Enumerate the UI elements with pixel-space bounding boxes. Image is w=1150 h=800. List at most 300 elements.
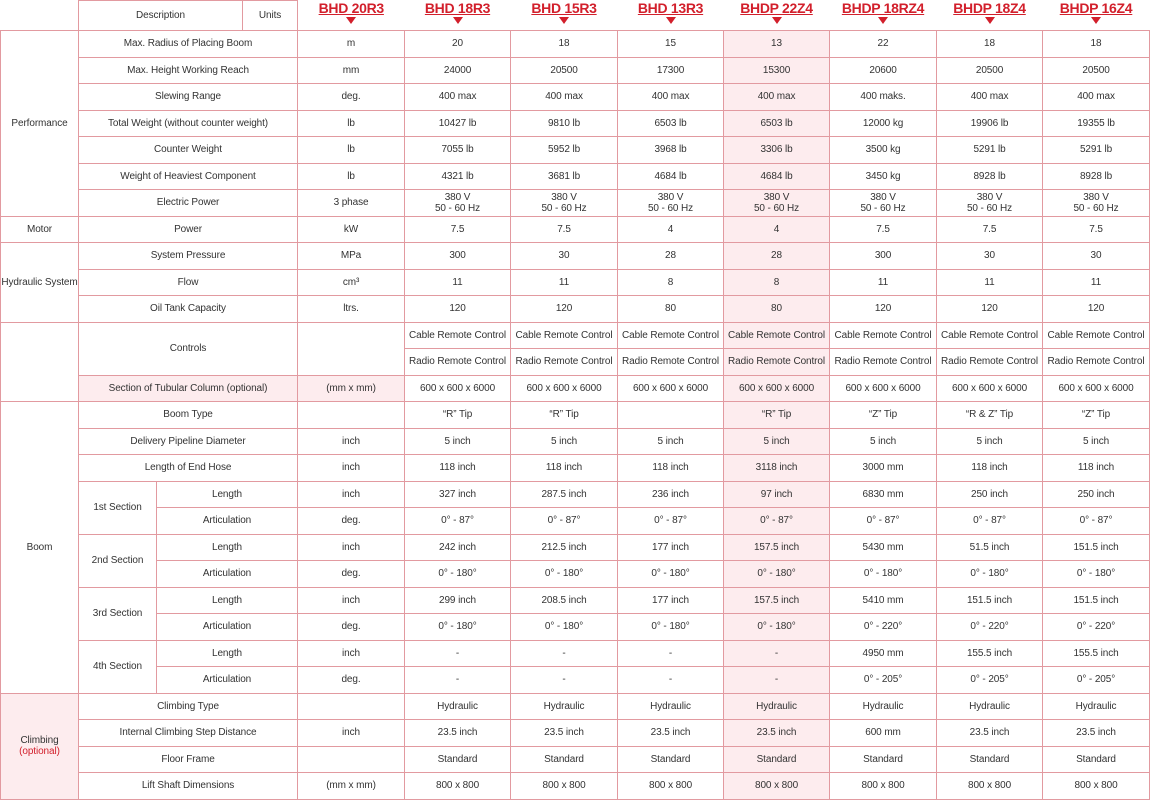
- group-climbing-label: Climbing: [20, 735, 59, 746]
- value-cell: 118 inch: [937, 455, 1043, 482]
- value-cell: 7055 lb: [405, 137, 511, 164]
- value-cell: 250 inch: [1043, 481, 1150, 508]
- value-cell: Cable Remote Control: [724, 322, 830, 349]
- value-cell: 20500: [937, 57, 1043, 84]
- value-cell: Hydraulic: [724, 693, 830, 720]
- unit-cell: deg.: [298, 508, 405, 535]
- value-cell: Cable Remote Control: [1043, 322, 1150, 349]
- model-name: BHD 20R3: [318, 0, 384, 16]
- value-cell: 0° - 180°: [724, 561, 830, 588]
- value-cell: 0° - 180°: [830, 561, 937, 588]
- table-row: [1, 534, 1150, 561]
- value-cell: 20600: [830, 57, 937, 84]
- value-cell: 236 inch: [618, 481, 724, 508]
- row-label: Lift Shaft Dimensions: [79, 773, 298, 800]
- subsection-s1: 1st Section: [79, 481, 157, 534]
- value-cell: 5 inch: [618, 428, 724, 455]
- value-cell: Standard: [405, 746, 511, 773]
- group-motor: Motor: [1, 216, 79, 243]
- table-row: [1, 1, 1150, 31]
- value-cell: 5 inch: [830, 428, 937, 455]
- value-cell: 18: [1043, 31, 1150, 58]
- value-cell: -: [405, 667, 511, 694]
- frequency: 50 - 60 Hz: [434, 202, 481, 214]
- value-cell: 800 x 800: [830, 773, 937, 800]
- value-cell: -: [724, 667, 830, 694]
- value-cell: 20500: [511, 57, 618, 84]
- value-cell: 0° - 180°: [618, 614, 724, 641]
- subsection-s2: 2nd Section: [79, 534, 157, 587]
- table-row: [1, 640, 1150, 667]
- row-label: Power: [79, 216, 298, 243]
- row-label: Length of End Hose: [79, 455, 298, 482]
- unit-cell: inch: [298, 720, 405, 747]
- value-cell: 400 max: [1043, 84, 1150, 111]
- group-blank: [1, 322, 79, 402]
- value-cell: 5291 lb: [1043, 137, 1150, 164]
- value-cell: 22: [830, 31, 937, 58]
- row-label: Articulation: [157, 667, 298, 694]
- subsection-s3: 3rd Section: [79, 587, 157, 640]
- model-header-7: [1043, 1, 1150, 31]
- value-cell: 5 inch: [937, 428, 1043, 455]
- value-cell: 4684 lb: [724, 163, 830, 190]
- value-cell: 287.5 inch: [511, 481, 618, 508]
- value-cell: 0° - 180°: [618, 561, 724, 588]
- table-row: [1, 269, 1150, 296]
- value-cell: “R” Tip: [511, 402, 618, 429]
- value-cell: [618, 402, 724, 429]
- model-name: BHDP 18RZ4: [841, 0, 925, 16]
- table-row: [1, 693, 1150, 720]
- value-cell: 600 x 600 x 6000: [830, 375, 937, 402]
- value-cell: 3968 lb: [618, 137, 724, 164]
- model-header-3: [618, 1, 724, 31]
- row-label: Max. Radius of Placing Boom: [79, 31, 298, 58]
- value-cell: 177 inch: [618, 587, 724, 614]
- value-cell: 7.5: [1043, 216, 1150, 243]
- voltage: 380 V: [763, 191, 790, 203]
- value-cell: 600 x 600 x 6000: [618, 375, 724, 402]
- unit-cell: lb: [298, 163, 405, 190]
- value-cell: 80: [618, 296, 724, 323]
- model-header-5: [830, 1, 937, 31]
- value-cell: 10427 lb: [405, 110, 511, 137]
- model-name: BHD 18R3: [424, 0, 491, 16]
- table-row: [1, 57, 1150, 84]
- value-cell: -: [405, 640, 511, 667]
- value-cell: Cable Remote Control: [830, 322, 937, 349]
- frequency: 50 - 60 Hz: [541, 202, 587, 214]
- value-cell: [830, 190, 937, 217]
- value-cell: 20500: [1043, 57, 1150, 84]
- value-cell: 23.5 inch: [511, 720, 618, 747]
- value-cell: [511, 190, 618, 217]
- value-cell: 157.5 inch: [724, 534, 830, 561]
- value-cell: 4: [618, 216, 724, 243]
- frequency: 50 - 60 Hz: [753, 202, 800, 214]
- value-cell: Standard: [830, 746, 937, 773]
- value-cell: 242 inch: [405, 534, 511, 561]
- row-label: Length: [157, 587, 298, 614]
- table-row: [1, 84, 1150, 111]
- value-cell: 300: [830, 243, 937, 270]
- value-cell: 120: [1043, 296, 1150, 323]
- value-cell: 0° - 180°: [511, 614, 618, 641]
- value-cell: 23.5 inch: [618, 720, 724, 747]
- value-cell: [405, 190, 511, 217]
- value-cell: 800 x 800: [1043, 773, 1150, 800]
- value-cell: 18: [937, 31, 1043, 58]
- model-header-0: [298, 1, 405, 31]
- value-cell: 600 x 600 x 6000: [937, 375, 1043, 402]
- value-cell: 11: [1043, 269, 1150, 296]
- value-cell: 8928 lb: [1043, 163, 1150, 190]
- unit-cell: [298, 402, 405, 429]
- model-header-1: [405, 1, 511, 31]
- unit-cell: inch: [298, 587, 405, 614]
- value-cell: 120: [937, 296, 1043, 323]
- value-cell: -: [618, 640, 724, 667]
- value-cell: 157.5 inch: [724, 587, 830, 614]
- value-cell: 151.5 inch: [937, 587, 1043, 614]
- header-blank: [1, 1, 79, 31]
- value-cell: 28: [618, 243, 724, 270]
- value-cell: 327 inch: [405, 481, 511, 508]
- table-row: [1, 31, 1150, 58]
- value-cell: 151.5 inch: [1043, 534, 1150, 561]
- model-name: BHDP 16Z4: [1059, 0, 1133, 16]
- value-cell: Hydraulic: [511, 693, 618, 720]
- value-cell: 0° - 87°: [724, 508, 830, 535]
- frequency: 50 - 60 Hz: [860, 202, 906, 214]
- value-cell: 5291 lb: [937, 137, 1043, 164]
- value-cell: 24000: [405, 57, 511, 84]
- model-header-2: [511, 1, 618, 31]
- value-cell: 400 maks.: [830, 84, 937, 111]
- value-cell: Standard: [937, 746, 1043, 773]
- subsection-s4: 4th Section: [79, 640, 157, 693]
- value-cell: 0° - 220°: [937, 614, 1043, 641]
- value-cell: 0° - 87°: [618, 508, 724, 535]
- value-cell: 600 x 600 x 6000: [511, 375, 618, 402]
- table-row: [1, 561, 1150, 588]
- value-cell: -: [511, 667, 618, 694]
- frequency: 50 - 60 Hz: [647, 202, 694, 214]
- value-cell: 11: [511, 269, 618, 296]
- value-cell: 400 max: [511, 84, 618, 111]
- value-cell: Radio Remote Control: [1043, 349, 1150, 376]
- table-row: [1, 508, 1150, 535]
- value-cell: 0° - 180°: [1043, 561, 1150, 588]
- table-row: [1, 455, 1150, 482]
- group-boom: Boom: [1, 402, 79, 694]
- model-name: BHDP 22Z4: [740, 0, 813, 16]
- value-cell: [937, 190, 1043, 217]
- value-cell: 5952 lb: [511, 137, 618, 164]
- value-cell: 20: [405, 31, 511, 58]
- value-cell: 23.5 inch: [724, 720, 830, 747]
- value-cell: 400 max: [724, 84, 830, 111]
- value-cell: 5 inch: [405, 428, 511, 455]
- model-name: BHDP 18Z4: [953, 0, 1026, 16]
- value-cell: 11: [937, 269, 1043, 296]
- value-cell: 8: [724, 269, 830, 296]
- value-cell: 212.5 inch: [511, 534, 618, 561]
- table-row: [1, 428, 1150, 455]
- unit-cell: kW: [298, 216, 405, 243]
- table-row: [1, 402, 1150, 429]
- table-row: [1, 163, 1150, 190]
- value-cell: 23.5 inch: [405, 720, 511, 747]
- row-label: Electric Power: [79, 190, 298, 217]
- value-cell: “R” Tip: [724, 402, 830, 429]
- value-cell: Hydraulic: [618, 693, 724, 720]
- row-label: Delivery Pipeline Diameter: [79, 428, 298, 455]
- value-cell: 120: [511, 296, 618, 323]
- value-cell: 208.5 inch: [511, 587, 618, 614]
- value-cell: 6503 lb: [724, 110, 830, 137]
- table-row: [1, 746, 1150, 773]
- value-cell: 4950 mm: [830, 640, 937, 667]
- value-cell: 3500 kg: [830, 137, 937, 164]
- row-label: System Pressure: [79, 243, 298, 270]
- down-arrow-icon: [559, 17, 569, 24]
- row-label: Articulation: [157, 561, 298, 588]
- value-cell: 299 inch: [405, 587, 511, 614]
- value-cell: 118 inch: [618, 455, 724, 482]
- value-cell: 11: [405, 269, 511, 296]
- value-cell: 15300: [724, 57, 830, 84]
- value-cell: Cable Remote Control: [937, 322, 1043, 349]
- value-cell: Standard: [724, 746, 830, 773]
- down-arrow-icon: [453, 17, 463, 24]
- value-cell: [1043, 190, 1150, 217]
- value-cell: Radio Remote Control: [511, 349, 618, 376]
- value-cell: 600 x 600 x 6000: [1043, 375, 1150, 402]
- unit-cell: inch: [298, 534, 405, 561]
- frequency: 50 - 60 Hz: [1073, 202, 1119, 214]
- value-cell: 12000 kg: [830, 110, 937, 137]
- value-cell: 18: [511, 31, 618, 58]
- table-row: [1, 110, 1150, 137]
- value-cell: 3681 lb: [511, 163, 618, 190]
- row-label: Articulation: [157, 508, 298, 535]
- unit-cell: mm: [298, 57, 405, 84]
- table-row: [1, 773, 1150, 800]
- value-cell: “Z” Tip: [830, 402, 937, 429]
- voltage: 380 V: [870, 191, 896, 203]
- value-cell: -: [724, 640, 830, 667]
- value-cell: Standard: [1043, 746, 1150, 773]
- value-cell: 7.5: [937, 216, 1043, 243]
- row-label: Counter Weight: [79, 137, 298, 164]
- value-cell: 0° - 180°: [405, 561, 511, 588]
- table-row: [1, 322, 1150, 349]
- row-label: Floor Frame: [79, 746, 298, 773]
- value-cell: 8928 lb: [937, 163, 1043, 190]
- value-cell: 8: [618, 269, 724, 296]
- value-cell: 19355 lb: [1043, 110, 1150, 137]
- value-cell: 9810 lb: [511, 110, 618, 137]
- unit-cell: lb: [298, 137, 405, 164]
- value-cell: Cable Remote Control: [511, 322, 618, 349]
- value-cell: 7.5: [830, 216, 937, 243]
- table-row: [1, 243, 1150, 270]
- value-cell: 0° - 220°: [830, 614, 937, 641]
- table-row: [1, 190, 1150, 217]
- value-cell: Standard: [511, 746, 618, 773]
- value-cell: 0° - 180°: [511, 561, 618, 588]
- value-cell: 15: [618, 31, 724, 58]
- value-cell: 30: [1043, 243, 1150, 270]
- value-cell: 23.5 inch: [1043, 720, 1150, 747]
- value-cell: 5 inch: [1043, 428, 1150, 455]
- value-cell: 4321 lb: [405, 163, 511, 190]
- down-arrow-icon: [985, 17, 995, 24]
- value-cell: 4: [724, 216, 830, 243]
- value-cell: 0° - 220°: [1043, 614, 1150, 641]
- voltage: 380 V: [444, 191, 471, 203]
- row-label: Articulation: [157, 614, 298, 641]
- value-cell: 400 max: [618, 84, 724, 111]
- value-cell: 118 inch: [1043, 455, 1150, 482]
- group-climbing: [1, 693, 79, 799]
- value-cell: 0° - 180°: [937, 561, 1043, 588]
- header-description: Description: [79, 1, 243, 31]
- value-cell: 6503 lb: [618, 110, 724, 137]
- value-cell: 7.5: [405, 216, 511, 243]
- value-cell: 28: [724, 243, 830, 270]
- value-cell: Radio Remote Control: [724, 349, 830, 376]
- row-label: Controls: [79, 322, 298, 375]
- row-label: Oil Tank Capacity: [79, 296, 298, 323]
- value-cell: [724, 190, 830, 217]
- value-cell: 3000 mm: [830, 455, 937, 482]
- value-cell: 400 max: [937, 84, 1043, 111]
- row-label: Boom Type: [79, 402, 298, 429]
- header-units: Units: [243, 1, 298, 31]
- value-cell: 51.5 inch: [937, 534, 1043, 561]
- value-cell: 800 x 800: [618, 773, 724, 800]
- model-name: BHD 15R3: [531, 0, 597, 16]
- row-label: Section of Tubular Column (optional): [79, 375, 298, 402]
- value-cell: Radio Remote Control: [618, 349, 724, 376]
- value-cell: 0° - 205°: [1043, 667, 1150, 694]
- table-row: [1, 481, 1150, 508]
- value-cell: 0° - 87°: [1043, 508, 1150, 535]
- value-cell: 5410 mm: [830, 587, 937, 614]
- value-cell: “R & Z” Tip: [937, 402, 1043, 429]
- table-row: [1, 667, 1150, 694]
- value-cell: “R” Tip: [405, 402, 511, 429]
- unit-cell: inch: [298, 640, 405, 667]
- value-cell: Hydraulic: [937, 693, 1043, 720]
- value-cell: Radio Remote Control: [937, 349, 1043, 376]
- voltage: 380 V: [1083, 191, 1109, 203]
- down-arrow-icon: [346, 17, 356, 24]
- row-label: Internal Climbing Step Distance: [79, 720, 298, 747]
- value-cell: 3450 kg: [830, 163, 937, 190]
- value-cell: 151.5 inch: [1043, 587, 1150, 614]
- value-cell: 0° - 205°: [830, 667, 937, 694]
- value-cell: 155.5 inch: [937, 640, 1043, 667]
- value-cell: Hydraulic: [1043, 693, 1150, 720]
- row-label: Length: [157, 534, 298, 561]
- row-label: Total Weight (without counter weight): [79, 110, 298, 137]
- value-cell: 7.5: [511, 216, 618, 243]
- row-label: Max. Height Working Reach: [79, 57, 298, 84]
- value-cell: 13: [724, 31, 830, 58]
- down-arrow-icon: [878, 17, 888, 24]
- value-cell: Radio Remote Control: [830, 349, 937, 376]
- value-cell: 155.5 inch: [1043, 640, 1150, 667]
- unit-cell: cm³: [298, 269, 405, 296]
- row-label: Weight of Heaviest Component: [79, 163, 298, 190]
- unit-cell: 3 phase: [298, 190, 405, 217]
- value-cell: 0° - 180°: [405, 614, 511, 641]
- unit-cell: inch: [298, 428, 405, 455]
- value-cell: 11: [830, 269, 937, 296]
- group-performance: Performance: [1, 31, 79, 217]
- unit-cell: deg.: [298, 614, 405, 641]
- value-cell: 177 inch: [618, 534, 724, 561]
- value-cell: 4684 lb: [618, 163, 724, 190]
- value-cell: Cable Remote Control: [405, 322, 511, 349]
- unit-cell: deg.: [298, 561, 405, 588]
- value-cell: 800 x 800: [405, 773, 511, 800]
- row-label: Slewing Range: [79, 84, 298, 111]
- value-cell: Cable Remote Control: [618, 322, 724, 349]
- value-cell: Radio Remote Control: [405, 349, 511, 376]
- table-row: [1, 375, 1150, 402]
- row-label: Flow: [79, 269, 298, 296]
- unit-cell: m: [298, 31, 405, 58]
- voltage: 380 V: [657, 191, 684, 203]
- table-row: [1, 296, 1150, 323]
- value-cell: 97 inch: [724, 481, 830, 508]
- value-cell: 120: [830, 296, 937, 323]
- value-cell: 6830 mm: [830, 481, 937, 508]
- value-cell: 120: [405, 296, 511, 323]
- value-cell: 800 x 800: [511, 773, 618, 800]
- table-row: [1, 587, 1150, 614]
- down-arrow-icon: [666, 17, 676, 24]
- down-arrow-icon: [1091, 17, 1101, 24]
- value-cell: 400 max: [405, 84, 511, 111]
- value-cell: 5430 mm: [830, 534, 937, 561]
- value-cell: 3118 inch: [724, 455, 830, 482]
- value-cell: 0° - 87°: [405, 508, 511, 535]
- value-cell: 23.5 inch: [937, 720, 1043, 747]
- down-arrow-icon: [772, 17, 782, 24]
- row-label: Climbing Type: [79, 693, 298, 720]
- value-cell: 0° - 87°: [830, 508, 937, 535]
- value-cell: 600 mm: [830, 720, 937, 747]
- voltage: 380 V: [551, 191, 577, 203]
- value-cell: Hydraulic: [830, 693, 937, 720]
- value-cell: -: [618, 667, 724, 694]
- unit-cell: [298, 746, 405, 773]
- value-cell: 30: [937, 243, 1043, 270]
- voltage: 380 V: [976, 191, 1003, 203]
- table-row: [1, 720, 1150, 747]
- unit-cell: ltrs.: [298, 296, 405, 323]
- table-row: [1, 216, 1150, 243]
- unit-cell: (mm x mm): [298, 773, 405, 800]
- value-cell: 600 x 600 x 6000: [405, 375, 511, 402]
- model-header-6: [937, 1, 1043, 31]
